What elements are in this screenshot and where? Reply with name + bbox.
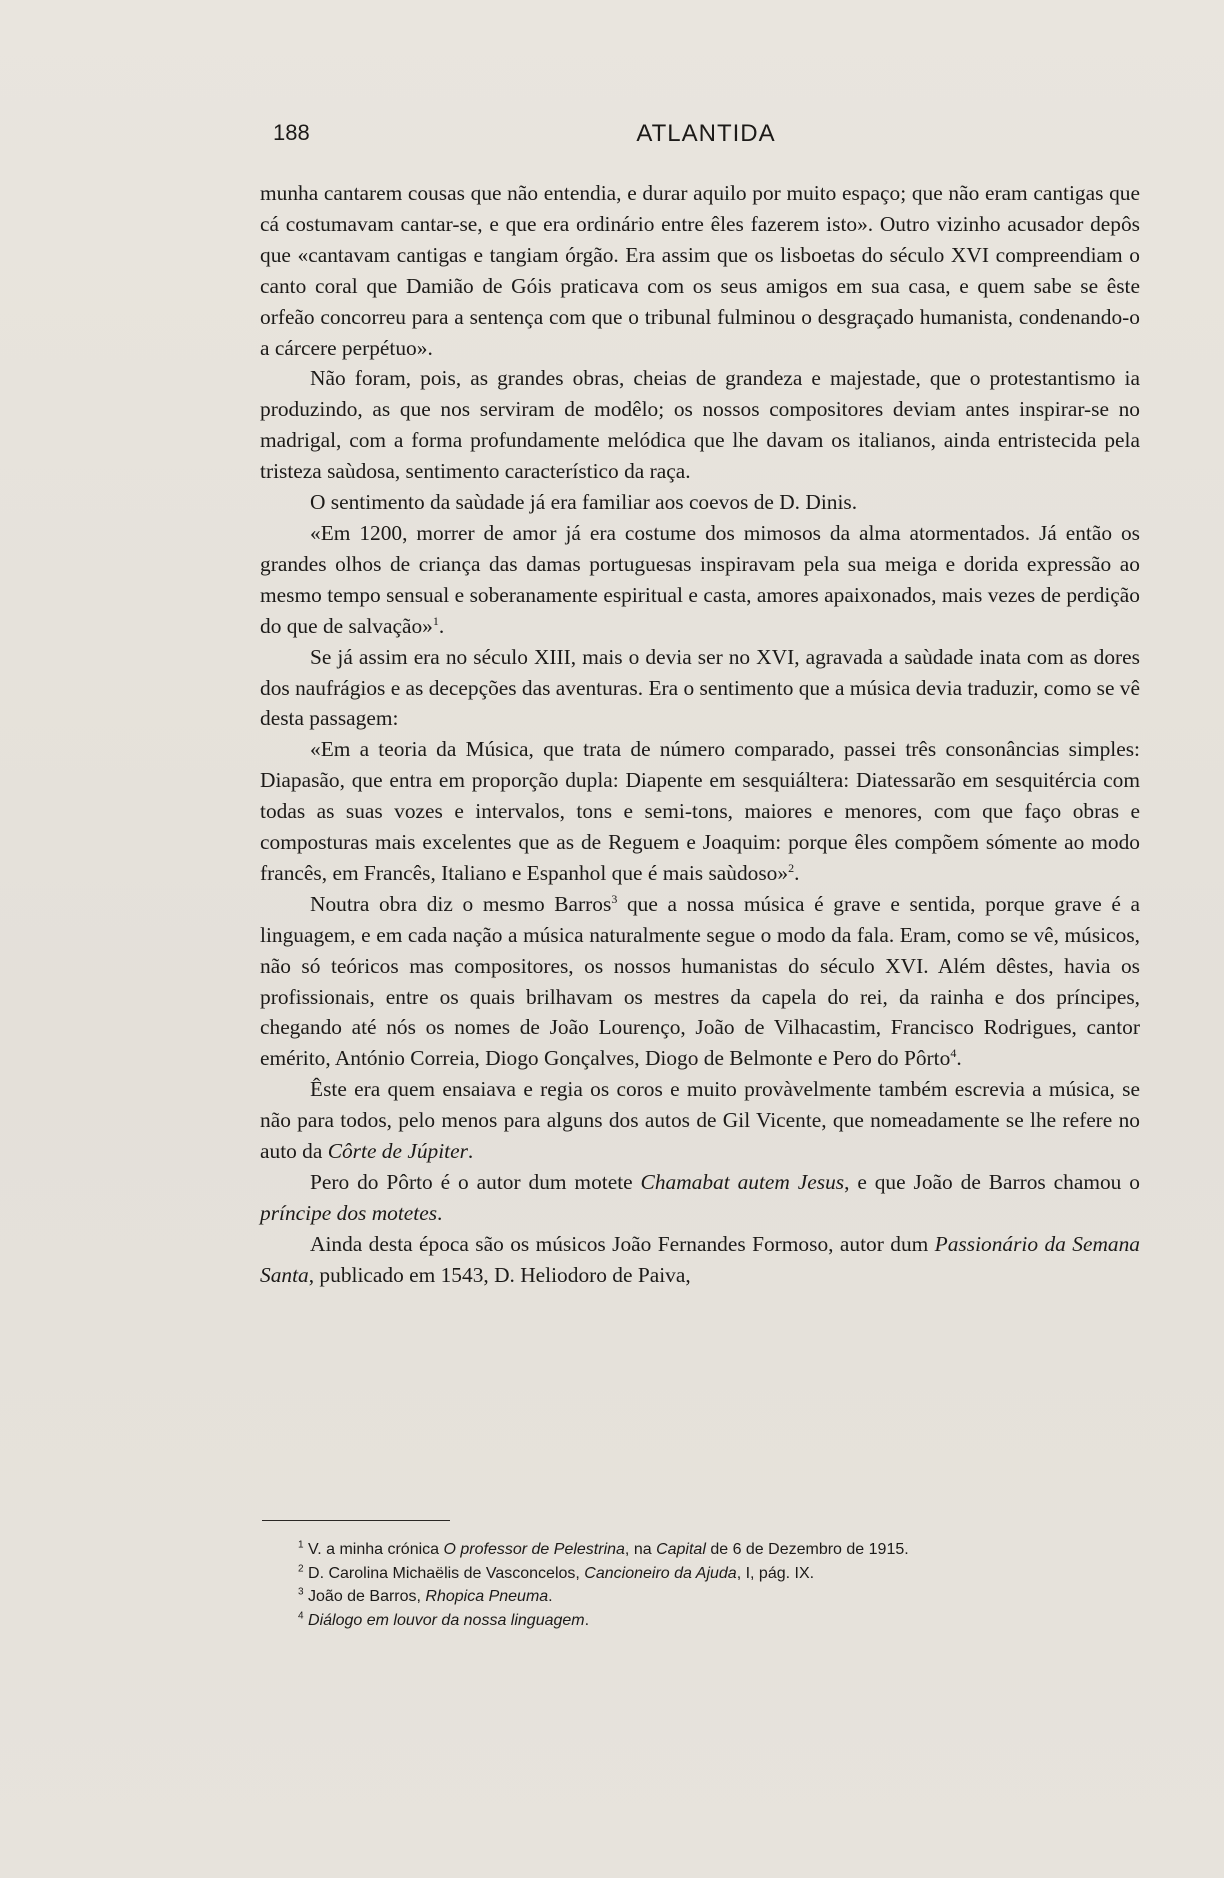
paragraph-7 — [260, 889, 1140, 1074]
footnote-mark: 4 — [298, 1610, 304, 1622]
footnote-text: D. Carolina Michaëlis de Vasconcelos, — [308, 1564, 585, 1582]
paragraph-8 — [260, 1074, 1140, 1167]
footnote-1 — [298, 1538, 1140, 1562]
footnote-text: , I, pág. IX. — [736, 1564, 815, 1582]
footnote-ref-4: 4 — [950, 1046, 957, 1061]
footnote-ref-3: 3 — [611, 891, 618, 906]
footnote-text: , na — [624, 1541, 657, 1558]
punctuation: . — [956, 1046, 962, 1071]
text-run: que a nossa música é grave e sentida, porque grave é a linguagem, e em cada nação a música naturalmente segue o modo da fala. Eram, como se vê, músicos, não só teóricos mas compositores, os nossos humanistas do século XVI. Além dêstes, havia os profissionais, entre os quais brilhavam os mestres da capela do rei, da rainha e dos príncipes, chegando até nós os nomes de João Lourenço, João de Vilhacastim, Francisco Rodrigues, cantor emérito, António Correia, Diogo Gonçalves, Diogo de Belmonte e Pero do Pôrto — [260, 891, 1140, 1071]
footnote-mark: 3 — [298, 1586, 304, 1598]
footnote-title: Cancioneiro da Ajuda — [584, 1564, 737, 1582]
text-run: Êste era quem ensaiava e regia os coros e muito provàvelmente também escrevia a música, se não para todos, pelo menos para alguns dos autos de Gil Vicente, que nomeadamente se lhe refere no auto da — [260, 1077, 1140, 1164]
footnote-text: V. a minha crónica — [308, 1541, 444, 1558]
footnote-title: O professor de Pelestrina — [443, 1541, 625, 1558]
footnote-text: de 6 de Dezembro de 1915. — [705, 1541, 909, 1558]
page-number: 188 — [273, 120, 310, 145]
footnote-mark: 2 — [298, 1563, 304, 1575]
footnotes — [298, 1538, 1140, 1632]
punctuation: . — [794, 860, 800, 885]
text-run: , publicado em 1543, D. Heliodoro de Paiva, — [308, 1262, 691, 1287]
paragraph-10 — [260, 1229, 1140, 1291]
punctuation: . — [438, 613, 445, 638]
text-run: Pero do Pôrto é o autor dum motete — [310, 1170, 641, 1194]
footnote-text: João de Barros, — [308, 1588, 426, 1605]
footnote-title: Rhopica Pneuma — [425, 1588, 549, 1605]
running-title: ATLANTIDA — [636, 120, 776, 147]
paragraph-5: Se já assim era no século XIII, mais o devia ser no XVI, agravada a saùdade inata com as dores dos naufrágios e as decepções das aventuras. Era o sentimento que a música devia traduzir, como se vê desta passagem: — [260, 644, 1140, 731]
paragraph-1: munha cantarem cousas que não entendia, e durar aquilo por muito espaço; que não eram cantigas que cá costumavam cantar-se, e que era ordinário entre êles fazerem isto». Outro vizinho acusador depôs que «cantavam cantigas e tangiam órgão. Era assim que os lisboetas do século XVI compreendiam o canto coral que Damião de Góis praticava com os seus amigos em sua casa, e quem sabe se êste orfeão concorreu para a sentença com que o tribunal fulminou o desgraçado humanista, condenando-o a cárcere perpétuo». — [260, 181, 1140, 360]
footnote-3 — [298, 1585, 1140, 1609]
text-run: Noutra obra diz o mesmo Barros — [310, 891, 612, 916]
title-passionario: Passionário da Semana Santa — [260, 1231, 1140, 1287]
paragraph-6 — [260, 734, 1140, 889]
text-run: , e que João de Barros chamou o — [844, 1170, 1140, 1194]
title-principe-dos-motetes: príncipe dos motetes — [260, 1200, 438, 1225]
title-corte-de-jupiter: Côrte de Júpiter — [327, 1139, 468, 1164]
footnote-ref-2: 2 — [788, 860, 795, 875]
quote-text: «Em a teoria da Música, que trata de número comparado, passei três consonâncias simples: Diapasão, que entra em proporção dupla: Diapente em sesquiáltera: Diatessarão em sesquitércia com todas as suas vozes e intervalos, tons e semi-tons, maiores e menores, com que faço obras e composturas mais excelentes que as de Reguem e Joaquim: porque êles compõem sómente ao modo francês, em Francês, Italiano e Espanhol que é mais saùdoso» — [260, 737, 1140, 885]
paragraph-3: O sentimento da saùdade já era familiar aos coevos de D. Dinis. — [310, 490, 858, 515]
footnote-ref-1: 1 — [432, 613, 439, 628]
footnote-title: Diálogo em louvor da nossa linguagem — [308, 1611, 585, 1629]
punctuation: . — [437, 1200, 443, 1225]
footnote-text: . — [548, 1588, 553, 1605]
quote-text: «Em 1200, morrer de amor já era costume dos mimosos da alma atormentados. Já então os grandes olhos de criança das damas portuguesas inspiravam pela sua meiga e dorida expressão ao mesmo tempo sensual e soberanamente espiritual e casta, amores apaixonados, mais vezes de perdição do que de salvação» — [260, 520, 1140, 638]
paragraph-9 — [260, 1167, 1140, 1229]
footnote-4 — [298, 1609, 1140, 1633]
text-run: Ainda desta época são os músicos João Fernandes Formoso, autor dum — [310, 1231, 935, 1256]
footnote-title: Capital — [656, 1541, 706, 1558]
paragraph-4 — [260, 518, 1140, 642]
page-header — [273, 120, 1139, 154]
paragraph-2: Não foram, pois, as grandes obras, cheias de grandeza e majestade, que o protestantismo ia produzindo, as que nos serviram de modêlo; os nossos compositores deviam antes inspirar-se no madrigal, com a forma profundamente melódica que lhe davam os italianos, ainda entristecida pela tristeza saùdosa, sentimento característico da raça. — [260, 366, 1140, 484]
footnote-text: . — [584, 1611, 590, 1629]
footnote-divider — [262, 1520, 450, 1521]
footnote-mark: 1 — [298, 1539, 304, 1551]
title-chamabat: Chamabat autem Jesus — [640, 1170, 845, 1194]
footnote-2 — [298, 1562, 1140, 1586]
punctuation: . — [467, 1139, 474, 1164]
body-text — [260, 178, 1140, 1291]
